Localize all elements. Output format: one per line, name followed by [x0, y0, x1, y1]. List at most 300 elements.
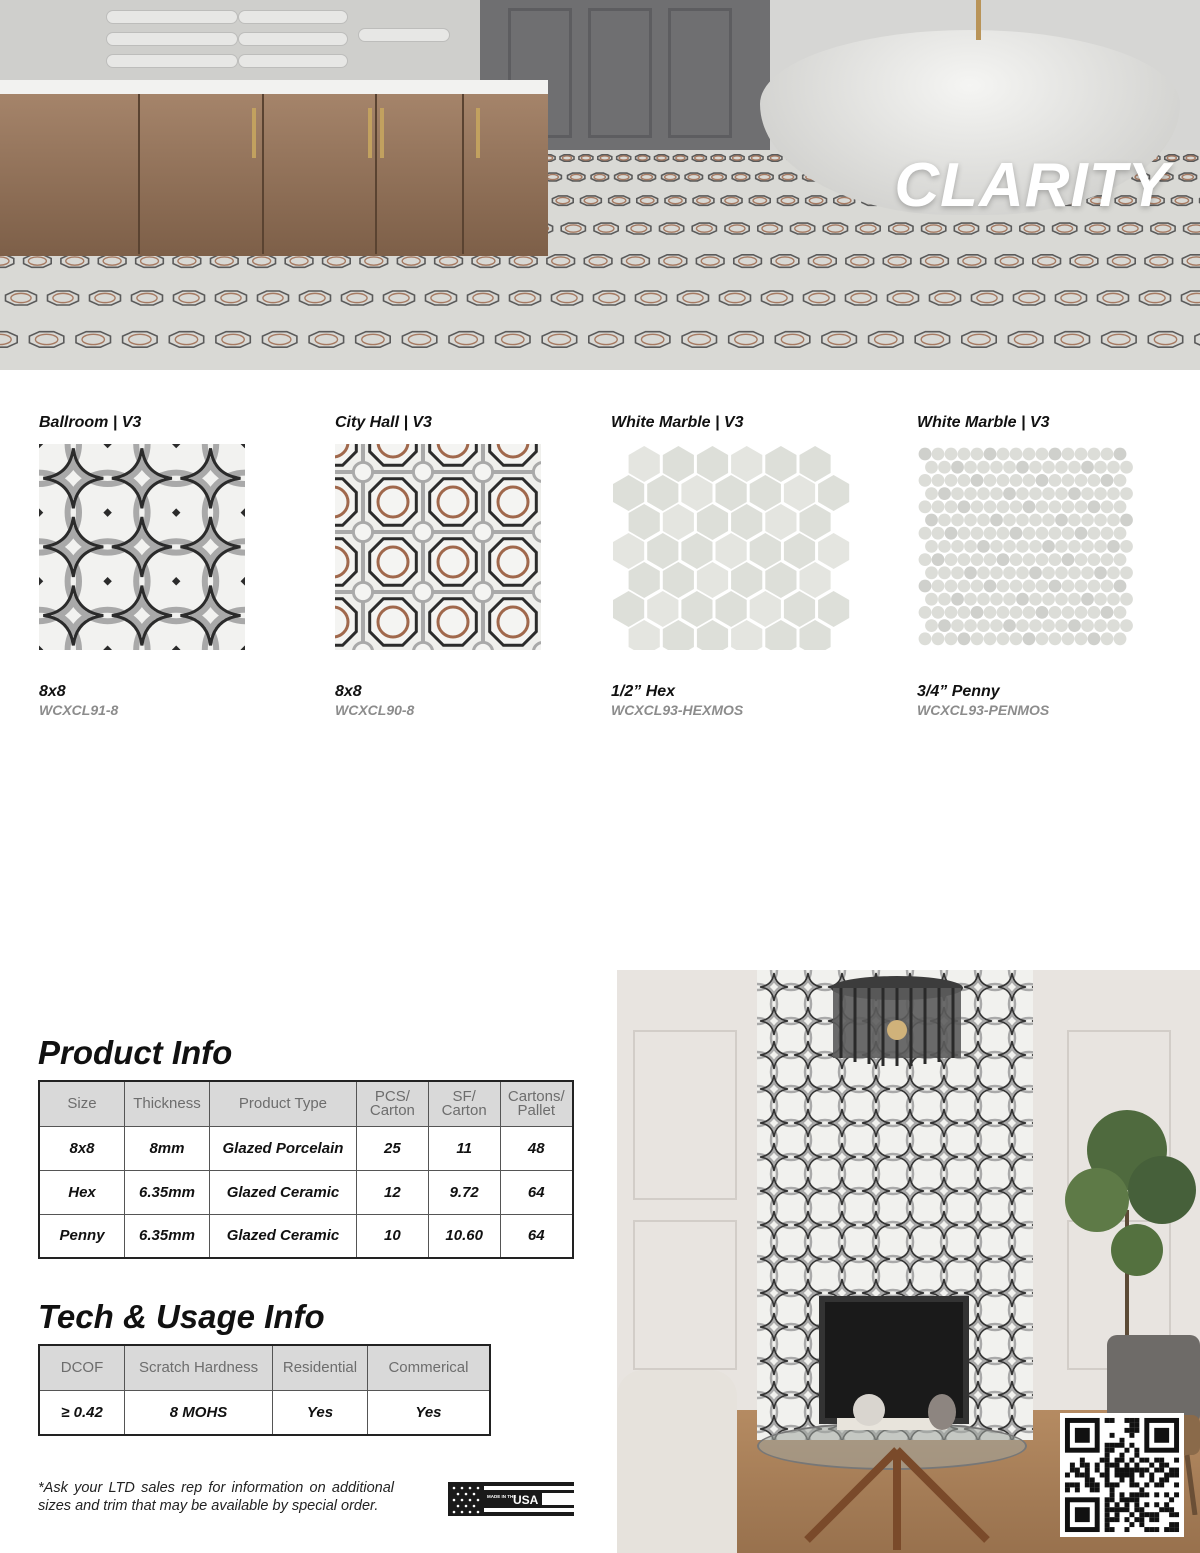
- qr-module: [1154, 1527, 1159, 1532]
- penny-tile: [958, 606, 971, 619]
- penny-tile: [919, 606, 932, 619]
- qr-module: [1174, 1527, 1179, 1532]
- hex-tile: [765, 504, 796, 540]
- penny-tile: [958, 474, 971, 487]
- penny-tile: [958, 553, 971, 566]
- penny-tile: [1101, 553, 1114, 566]
- qr-module: [1164, 1492, 1169, 1497]
- tile-circle: [353, 462, 372, 481]
- penny-tile: [971, 632, 984, 645]
- qr-module: [1159, 1458, 1164, 1463]
- penny-tile: [1068, 487, 1081, 500]
- qr-module: [1129, 1458, 1134, 1463]
- penny-tile: [1016, 487, 1029, 500]
- header-cell: Product Type: [209, 1081, 356, 1126]
- qr-module: [1154, 1482, 1159, 1487]
- qr-module: [1070, 1482, 1075, 1487]
- penny-tile: [1049, 527, 1062, 540]
- penny-tile: [1049, 632, 1062, 645]
- qr-module: [1149, 1477, 1154, 1482]
- qr-module: [1139, 1458, 1144, 1463]
- qr-module: [1075, 1468, 1080, 1473]
- qr-module: [1105, 1502, 1110, 1507]
- table-cell: Yes: [367, 1390, 490, 1435]
- qr-module: [1134, 1492, 1139, 1497]
- hex-tile: [784, 533, 815, 569]
- tile-circle: [413, 462, 432, 481]
- product-name: City Hall | V3: [335, 414, 432, 431]
- penny-tile: [971, 606, 984, 619]
- footnote: *Ask your LTD sales rep for information on additional sizes and trim that may be available by special order.: [38, 1480, 394, 1514]
- qr-module: [1080, 1463, 1085, 1468]
- penny-tile: [971, 527, 984, 540]
- penny-tile: [1114, 553, 1127, 566]
- hex-tile: [765, 562, 796, 598]
- penny-tile: [925, 461, 938, 474]
- qr-module: [1174, 1468, 1179, 1473]
- penny-tile: [1029, 487, 1042, 500]
- penny-tile: [1029, 461, 1042, 474]
- product-size: 3/4” Penny: [917, 683, 1000, 700]
- product-card: [335, 414, 585, 718]
- qr-module: [1105, 1463, 1110, 1468]
- wall-panel: [588, 8, 652, 138]
- qr-module: [1105, 1477, 1110, 1482]
- penny-tile: [1120, 593, 1133, 606]
- penny-tile: [1062, 632, 1075, 645]
- qr-module: [1169, 1468, 1174, 1473]
- hex-tile: [629, 446, 660, 482]
- qr-module: [1110, 1463, 1115, 1468]
- qr-module: [1065, 1473, 1070, 1478]
- qr-module: [1144, 1458, 1149, 1463]
- qr-code[interactable]: [1060, 1413, 1184, 1537]
- hex-tile: [681, 533, 712, 569]
- qr-module: [1110, 1448, 1115, 1453]
- penny-tile: [1114, 448, 1127, 461]
- qr-module: [1129, 1492, 1134, 1497]
- penny-tile: [1055, 593, 1068, 606]
- hex-tile: [697, 446, 728, 482]
- penny-tile: [1094, 540, 1107, 553]
- penny-tile: [1120, 514, 1133, 527]
- penny-tile: [977, 514, 990, 527]
- penny-tile: [1075, 606, 1088, 619]
- qr-module: [1134, 1517, 1139, 1522]
- vanity-door-seam: [138, 94, 140, 254]
- qr-module: [1124, 1473, 1129, 1478]
- product-size: 1/2” Hex: [611, 683, 676, 700]
- qr-module: [1129, 1468, 1134, 1473]
- penny-tile: [1101, 580, 1114, 593]
- penny-tile: [1107, 619, 1120, 632]
- qr-module: [1085, 1482, 1090, 1487]
- penny-tile: [1081, 593, 1094, 606]
- penny-tile: [945, 580, 958, 593]
- penny-tile: [1029, 540, 1042, 553]
- sofa: [617, 1370, 737, 1553]
- qr-module: [1134, 1428, 1139, 1433]
- penny-tile: [1010, 580, 1023, 593]
- towel: [238, 10, 348, 24]
- penny-tile: [1088, 527, 1101, 540]
- qr-module: [1115, 1502, 1120, 1507]
- qr-module: [1144, 1512, 1149, 1517]
- qr-module: [1124, 1517, 1129, 1522]
- qr-module: [1115, 1512, 1120, 1517]
- towel: [358, 28, 450, 42]
- penny-tile: [1081, 619, 1094, 632]
- penny-tile: [1101, 474, 1114, 487]
- table-cell: 11: [428, 1126, 500, 1170]
- penny-tile: [1016, 461, 1029, 474]
- penny-tile: [938, 619, 951, 632]
- penny-tile: [1088, 580, 1101, 593]
- qr-module: [1090, 1482, 1095, 1487]
- penny-tile: [1055, 566, 1068, 579]
- table-cell: 8mm: [125, 1126, 210, 1170]
- header-cell: Residential: [273, 1345, 368, 1390]
- tile-circle: [533, 522, 541, 541]
- qr-module: [1110, 1482, 1115, 1487]
- header-cell: DCOF: [39, 1345, 125, 1390]
- penny-tile: [984, 527, 997, 540]
- penny-tile: [1075, 580, 1088, 593]
- qr-module: [1075, 1487, 1080, 1492]
- penny-tile: [1101, 606, 1114, 619]
- penny-tile: [938, 514, 951, 527]
- qr-module: [1159, 1507, 1164, 1512]
- qr-module: [1065, 1482, 1070, 1487]
- qr-module: [1139, 1492, 1144, 1497]
- qr-module: [1124, 1463, 1129, 1468]
- vanity-handle: [252, 108, 256, 158]
- penny-tile: [1042, 593, 1055, 606]
- qr-module: [1134, 1418, 1139, 1423]
- qr-module: [1174, 1482, 1179, 1487]
- penny-tile: [990, 593, 1003, 606]
- penny-tile: [1107, 540, 1120, 553]
- hex-tile: [716, 591, 747, 627]
- hex-tile: [663, 562, 694, 598]
- penny-tile: [990, 461, 1003, 474]
- penny-tile: [1023, 500, 1036, 513]
- qr-module: [1164, 1502, 1169, 1507]
- qr-module: [1120, 1438, 1125, 1443]
- penny-tile: [1120, 566, 1133, 579]
- penny-tile: [1068, 619, 1081, 632]
- qr-module: [1139, 1468, 1144, 1473]
- penny-tile: [1049, 448, 1062, 461]
- qr-module: [1085, 1468, 1090, 1473]
- penny-tile: [964, 487, 977, 500]
- penny-tile: [1107, 514, 1120, 527]
- penny-tile: [945, 553, 958, 566]
- qr-module: [1159, 1482, 1164, 1487]
- penny-tile: [951, 619, 964, 632]
- product-name: White Marble | V3: [611, 414, 744, 431]
- penny-tile: [997, 527, 1010, 540]
- qr-module: [1110, 1492, 1115, 1497]
- penny-tile: [1055, 540, 1068, 553]
- badge-made-in-the: MADE IN THE: [487, 1494, 517, 1499]
- hex-tile: [697, 504, 728, 540]
- qr-module: [1144, 1468, 1149, 1473]
- penny-tile: [1120, 619, 1133, 632]
- penny-tile: [977, 540, 990, 553]
- table-cell: 64: [500, 1214, 573, 1258]
- penny-tile: [984, 448, 997, 461]
- penny-tile: [938, 593, 951, 606]
- penny-tile: [1023, 448, 1036, 461]
- penny-tile: [932, 527, 945, 540]
- penny-tile: [951, 514, 964, 527]
- qr-module: [1134, 1507, 1139, 1512]
- penny-tile: [919, 448, 932, 461]
- vanity-handle: [380, 108, 384, 158]
- penny-tile: [964, 540, 977, 553]
- hex-tile: [765, 446, 796, 482]
- penny-tile: [997, 448, 1010, 461]
- qr-module: [1139, 1512, 1144, 1517]
- hex-tile: [681, 475, 712, 511]
- header-cell: Thickness: [125, 1081, 210, 1126]
- penny-tile: [932, 474, 945, 487]
- qr-module: [1115, 1482, 1120, 1487]
- hex-tile: [784, 475, 815, 511]
- penny-tile: [1023, 580, 1036, 593]
- penny-tile: [1029, 593, 1042, 606]
- hex-tile: [800, 562, 831, 598]
- tile-circle: [473, 462, 492, 481]
- penny-tile: [1055, 487, 1068, 500]
- header-cell: Commerical: [367, 1345, 490, 1390]
- badge-country: USA: [513, 1493, 539, 1507]
- table-cell: 25: [357, 1126, 429, 1170]
- penny-tile: [1094, 487, 1107, 500]
- qr-module: [1144, 1527, 1149, 1532]
- hex-tile: [731, 446, 762, 482]
- qr-module: [1120, 1443, 1125, 1448]
- qr-module: [1120, 1497, 1125, 1502]
- penny-tile: [1042, 619, 1055, 632]
- qr-module: [1110, 1487, 1115, 1492]
- penny-tile: [1120, 540, 1133, 553]
- chandelier: [827, 970, 967, 1090]
- penny-tile: [1016, 566, 1029, 579]
- tile-circle: [413, 642, 432, 650]
- hex-tile: [800, 620, 831, 650]
- penny-tile: [1023, 527, 1036, 540]
- qr-finder-core: [1075, 1507, 1090, 1522]
- qr-module: [1110, 1517, 1115, 1522]
- table-cell: Glazed Ceramic: [209, 1214, 356, 1258]
- penny-tile: [932, 632, 945, 645]
- penny-tile: [1042, 540, 1055, 553]
- qr-module: [1164, 1463, 1169, 1468]
- penny-tile: [984, 500, 997, 513]
- penny-tile: [951, 566, 964, 579]
- qr-module: [1105, 1512, 1110, 1517]
- penny-tile: [1114, 580, 1127, 593]
- hex-tile: [750, 475, 781, 511]
- table-row: [39, 1214, 573, 1258]
- tech-info-table: [38, 1344, 491, 1436]
- qr-module: [1154, 1517, 1159, 1522]
- penny-tile: [984, 553, 997, 566]
- product-size: 8x8: [335, 683, 362, 700]
- qr-module: [1100, 1473, 1105, 1478]
- penny-tile: [990, 619, 1003, 632]
- penny-tile: [977, 487, 990, 500]
- qr-module: [1139, 1473, 1144, 1478]
- table-row: [39, 1390, 490, 1435]
- penny-tile: [1010, 448, 1023, 461]
- qr-finder-core: [1075, 1428, 1090, 1443]
- product-code: WCXCL93-PENMOS: [917, 702, 1050, 718]
- table-cell: 10: [357, 1214, 429, 1258]
- penny-tile: [1042, 487, 1055, 500]
- qr-module: [1174, 1473, 1179, 1478]
- qr-module: [1080, 1473, 1085, 1478]
- penny-tile: [984, 632, 997, 645]
- hex-tile: [818, 475, 849, 511]
- qr-module: [1115, 1507, 1120, 1512]
- qr-module: [1174, 1458, 1179, 1463]
- penny-tile: [1062, 553, 1075, 566]
- penny-tile: [1036, 553, 1049, 566]
- qr-module: [1129, 1423, 1134, 1428]
- penny-tile: [1055, 514, 1068, 527]
- qr-module: [1134, 1482, 1139, 1487]
- table-cell: Glazed Ceramic: [209, 1170, 356, 1214]
- penny-tile: [1062, 448, 1075, 461]
- hex-tile: [716, 533, 747, 569]
- hero-image: [0, 0, 1200, 370]
- penny-tile: [945, 606, 958, 619]
- penny-tile: [1003, 487, 1016, 500]
- penny-tile: [964, 593, 977, 606]
- qr-module: [1115, 1517, 1120, 1522]
- hex-tile: [647, 533, 678, 569]
- penny-tile: [1049, 500, 1062, 513]
- penny-tile: [1081, 540, 1094, 553]
- qr-module: [1129, 1482, 1134, 1487]
- hex-tile: [731, 504, 762, 540]
- qr-module: [1139, 1522, 1144, 1527]
- penny-tile: [1036, 527, 1049, 540]
- penny-tile: [925, 514, 938, 527]
- qr-module: [1139, 1517, 1144, 1522]
- qr-module: [1065, 1487, 1070, 1492]
- penny-tile: [1120, 487, 1133, 500]
- qr-module: [1134, 1453, 1139, 1458]
- qr-module: [1129, 1522, 1134, 1527]
- penny-tile: [951, 487, 964, 500]
- hex-tile: [629, 504, 660, 540]
- ballroom-tile-swatch: [39, 444, 245, 650]
- penny-tile: [1023, 553, 1036, 566]
- penny-tile: [932, 606, 945, 619]
- qr-module: [1110, 1433, 1115, 1438]
- qr-module: [1124, 1497, 1129, 1502]
- penny-tile: [1010, 474, 1023, 487]
- penny-tile: [1016, 514, 1029, 527]
- qr-module: [1149, 1512, 1154, 1517]
- penny-tile: [1003, 619, 1016, 632]
- penny-tile: [1068, 461, 1081, 474]
- penny-tile: [984, 580, 997, 593]
- penny-tile: [1042, 566, 1055, 579]
- penny-tile: [997, 474, 1010, 487]
- qr-module: [1075, 1473, 1080, 1478]
- fireplace-room-image: [617, 970, 1200, 1553]
- penny-tile: [1010, 527, 1023, 540]
- tile-circle: [473, 642, 492, 650]
- penny-tile: [964, 566, 977, 579]
- penny-tile: [971, 580, 984, 593]
- penny-tile: [1042, 461, 1055, 474]
- qr-module: [1120, 1453, 1125, 1458]
- penny-tile: [1049, 580, 1062, 593]
- qr-module: [1159, 1477, 1164, 1482]
- penny-tile: [932, 500, 945, 513]
- table-row: [39, 1126, 573, 1170]
- table-cell: Penny: [39, 1214, 125, 1258]
- hex-tile: [663, 504, 694, 540]
- hex-tile: [613, 591, 644, 627]
- penny-tile: [1094, 461, 1107, 474]
- qr-module: [1164, 1477, 1169, 1482]
- product-name: White Marble | V3: [917, 414, 1050, 431]
- qr-module: [1095, 1463, 1100, 1468]
- product-card: [611, 414, 861, 718]
- qr-module: [1110, 1507, 1115, 1512]
- penny-tile: [984, 606, 997, 619]
- penny-tile: [1088, 632, 1101, 645]
- hex-tile: [765, 620, 796, 650]
- penny-tile: [1049, 553, 1062, 566]
- penny-tile: [1016, 540, 1029, 553]
- penny-tile: [1075, 632, 1088, 645]
- penny-tile: [1036, 448, 1049, 461]
- made-in-usa-badge: [448, 1482, 574, 1516]
- table-cell: ≥ 0.42: [39, 1390, 125, 1435]
- hex-mosaic-swatch: [611, 444, 857, 650]
- qr-module: [1139, 1507, 1144, 1512]
- table-cell: Glazed Porcelain: [209, 1126, 356, 1170]
- qr-module: [1124, 1448, 1129, 1453]
- table-cell: 64: [500, 1170, 573, 1214]
- penny-tile: [1068, 540, 1081, 553]
- penny-tile: [1003, 540, 1016, 553]
- penny-tile: [1049, 606, 1062, 619]
- qr-module: [1134, 1463, 1139, 1468]
- table-cell: 9.72: [428, 1170, 500, 1214]
- penny-tile: [938, 540, 951, 553]
- penny-tile: [958, 632, 971, 645]
- penny-tile: [1003, 593, 1016, 606]
- penny-tile: [990, 514, 1003, 527]
- penny-tile: [1029, 514, 1042, 527]
- hex-tile: [800, 504, 831, 540]
- penny-tile: [1036, 580, 1049, 593]
- penny-tile: [964, 514, 977, 527]
- qr-module: [1105, 1468, 1110, 1473]
- qr-module: [1134, 1502, 1139, 1507]
- penny-tile: [1010, 553, 1023, 566]
- penny-tile: [958, 527, 971, 540]
